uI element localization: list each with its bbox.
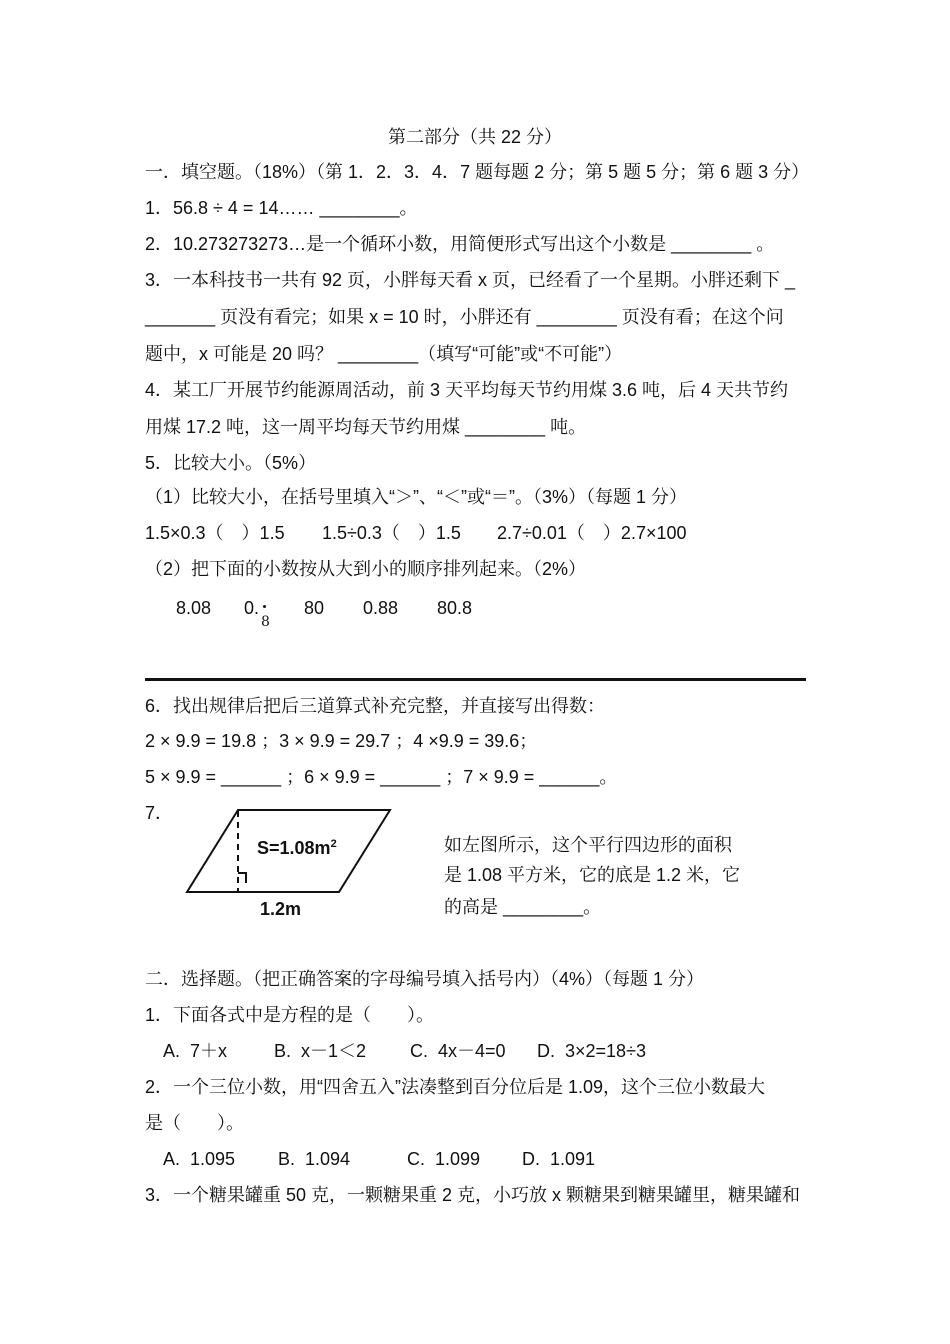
question-2-1-stem: 1．下面各式中是方程的是（ ）。 <box>145 1005 435 1025</box>
question-2-1-option-a: A. 7＋x <box>163 1041 228 1061</box>
decimal-number-1: 8.08 <box>176 598 212 618</box>
question-1-3-line-2: _______ 页没有看完；如果 x = 10 时，小胖还有 ________ 页没有看；在这个问 <box>145 307 784 327</box>
question-1-7-text-3: 的高是 ________。 <box>444 897 602 917</box>
repeating-dot-mark <box>263 605 266 608</box>
decimal-number-3: 80 <box>304 598 325 618</box>
question-2-2-option-d: D. 1.091 <box>522 1149 596 1169</box>
question-1-7-text-2: 是 1.08 平方米，它的底是 1.2 米，它 <box>444 865 741 885</box>
question-1-6-line-1: 6．找出规律后把后三道算式补充完整，并直接写出得数： <box>145 696 606 716</box>
base-label: 1.2m <box>260 899 302 919</box>
question-1-4-line-1: 4．某工厂开展节约能源周活动，前 3 天平均每天节约用煤 3.6 吨，后 4 天共节约 <box>145 380 789 400</box>
area-label: $S=1.08m^2$ <box>257 838 337 858</box>
question-1-4-line-2: 用煤 17.2 吨，这一周平均每天节约用煤 ________ 吨。 <box>145 417 587 437</box>
question-1-1: 1．56.8 ÷ 4 = 14…… ________。 <box>145 198 418 218</box>
compare-item-3: 2.7÷0.01（ ）2.7×100 <box>497 523 687 543</box>
question-2-2-option-a: A. 1.095 <box>163 1149 236 1169</box>
question-2-2-stem-line-2: 是（ ）。 <box>145 1113 244 1133</box>
page-title: 第二部分（共 22 分） <box>387 127 563 147</box>
right-angle-mark <box>238 873 246 883</box>
question-1-3-line-1: 3．一本科技书一共有 92 页，小胖每天看 x 页，已经看了一个星期。小胖还剩下 _ <box>145 270 796 290</box>
horizontal-divider <box>145 678 806 681</box>
question-2-1-option-b: B. x－1＜2 <box>274 1041 367 1061</box>
question-1-7-number: 7． <box>145 803 174 823</box>
question-2-1-option-c: C. 4x－4=0 <box>410 1041 506 1061</box>
question-1-6-line-3: 5 × 9.9 = ______ ；6 × 9.9 = ______ ；7 × 9.9 = ______。 <box>145 767 618 787</box>
compare-item-1: 1.5×0.3（ ）1.5 <box>145 523 285 543</box>
question-2-2-option-b: B. 1.094 <box>278 1149 351 1169</box>
question-2-3-stem-line-1: 3．一个糖果罐重 50 克，一颗糖果重 2 克，小巧放 x 颗糖果到糖果罐里，糖果罐和 <box>145 1185 801 1205</box>
question-1-7-text-1: 如左图所示，这个平行四边形的面积 <box>444 835 732 855</box>
decimal-number-4: 0.88 <box>363 598 399 618</box>
question-2-1-option-d: D. 3×2=18÷3 <box>537 1041 646 1061</box>
question-1-5-part-2: （2）把下面的小数按从大到小的顺序排列起来。（2%） <box>145 559 587 579</box>
decimal-number-2: 0. <box>244 598 260 618</box>
decimal-number-2-repeat-digit: 8 <box>261 614 270 630</box>
question-2-2-option-c: C. 1.099 <box>407 1149 481 1169</box>
area-unit-exponent: 2 <box>330 838 337 850</box>
decimal-number-5: 80.8 <box>437 598 473 618</box>
question-1-3-line-3: 题中，x 可能是 20 吗？ ________（填写“可能”或“不可能”） <box>145 344 623 364</box>
question-1-2: 2．10.273273273…是一个循环小数，用简便形式写出这个小数是 ________ 。 <box>145 234 775 254</box>
question-2-2-stem-line-1: 2．一个三位小数，用“四舍五入”法凑整到百分位后是 1.09，这个三位小数最大 <box>145 1077 766 1097</box>
question-1-5-part-1: （1）比较大小，在括号里填入“＞”、“＜”或“＝”。（3%）（每题 1 分） <box>145 487 688 507</box>
compare-item-2: 1.5÷0.3（ ）1.5 <box>322 523 461 543</box>
section-2-heading: 二．选择题。（把正确答案的字母编号填入括号内）（4%）（每题 1 分） <box>145 969 705 989</box>
section-1-heading: 一．填空题。（18%）（第 1．2．3．4．7 题每题 2 分；第 5 题 5 分；第 6 题 3 分） <box>145 162 810 182</box>
question-1-6-line-2: 2 × 9.9 = 19.8 ；3 × 9.9 = 29.7 ；4 ×9.9 = 39.6； <box>145 731 538 751</box>
question-1-5-title: 5．比较大小。（5%） <box>145 453 317 473</box>
